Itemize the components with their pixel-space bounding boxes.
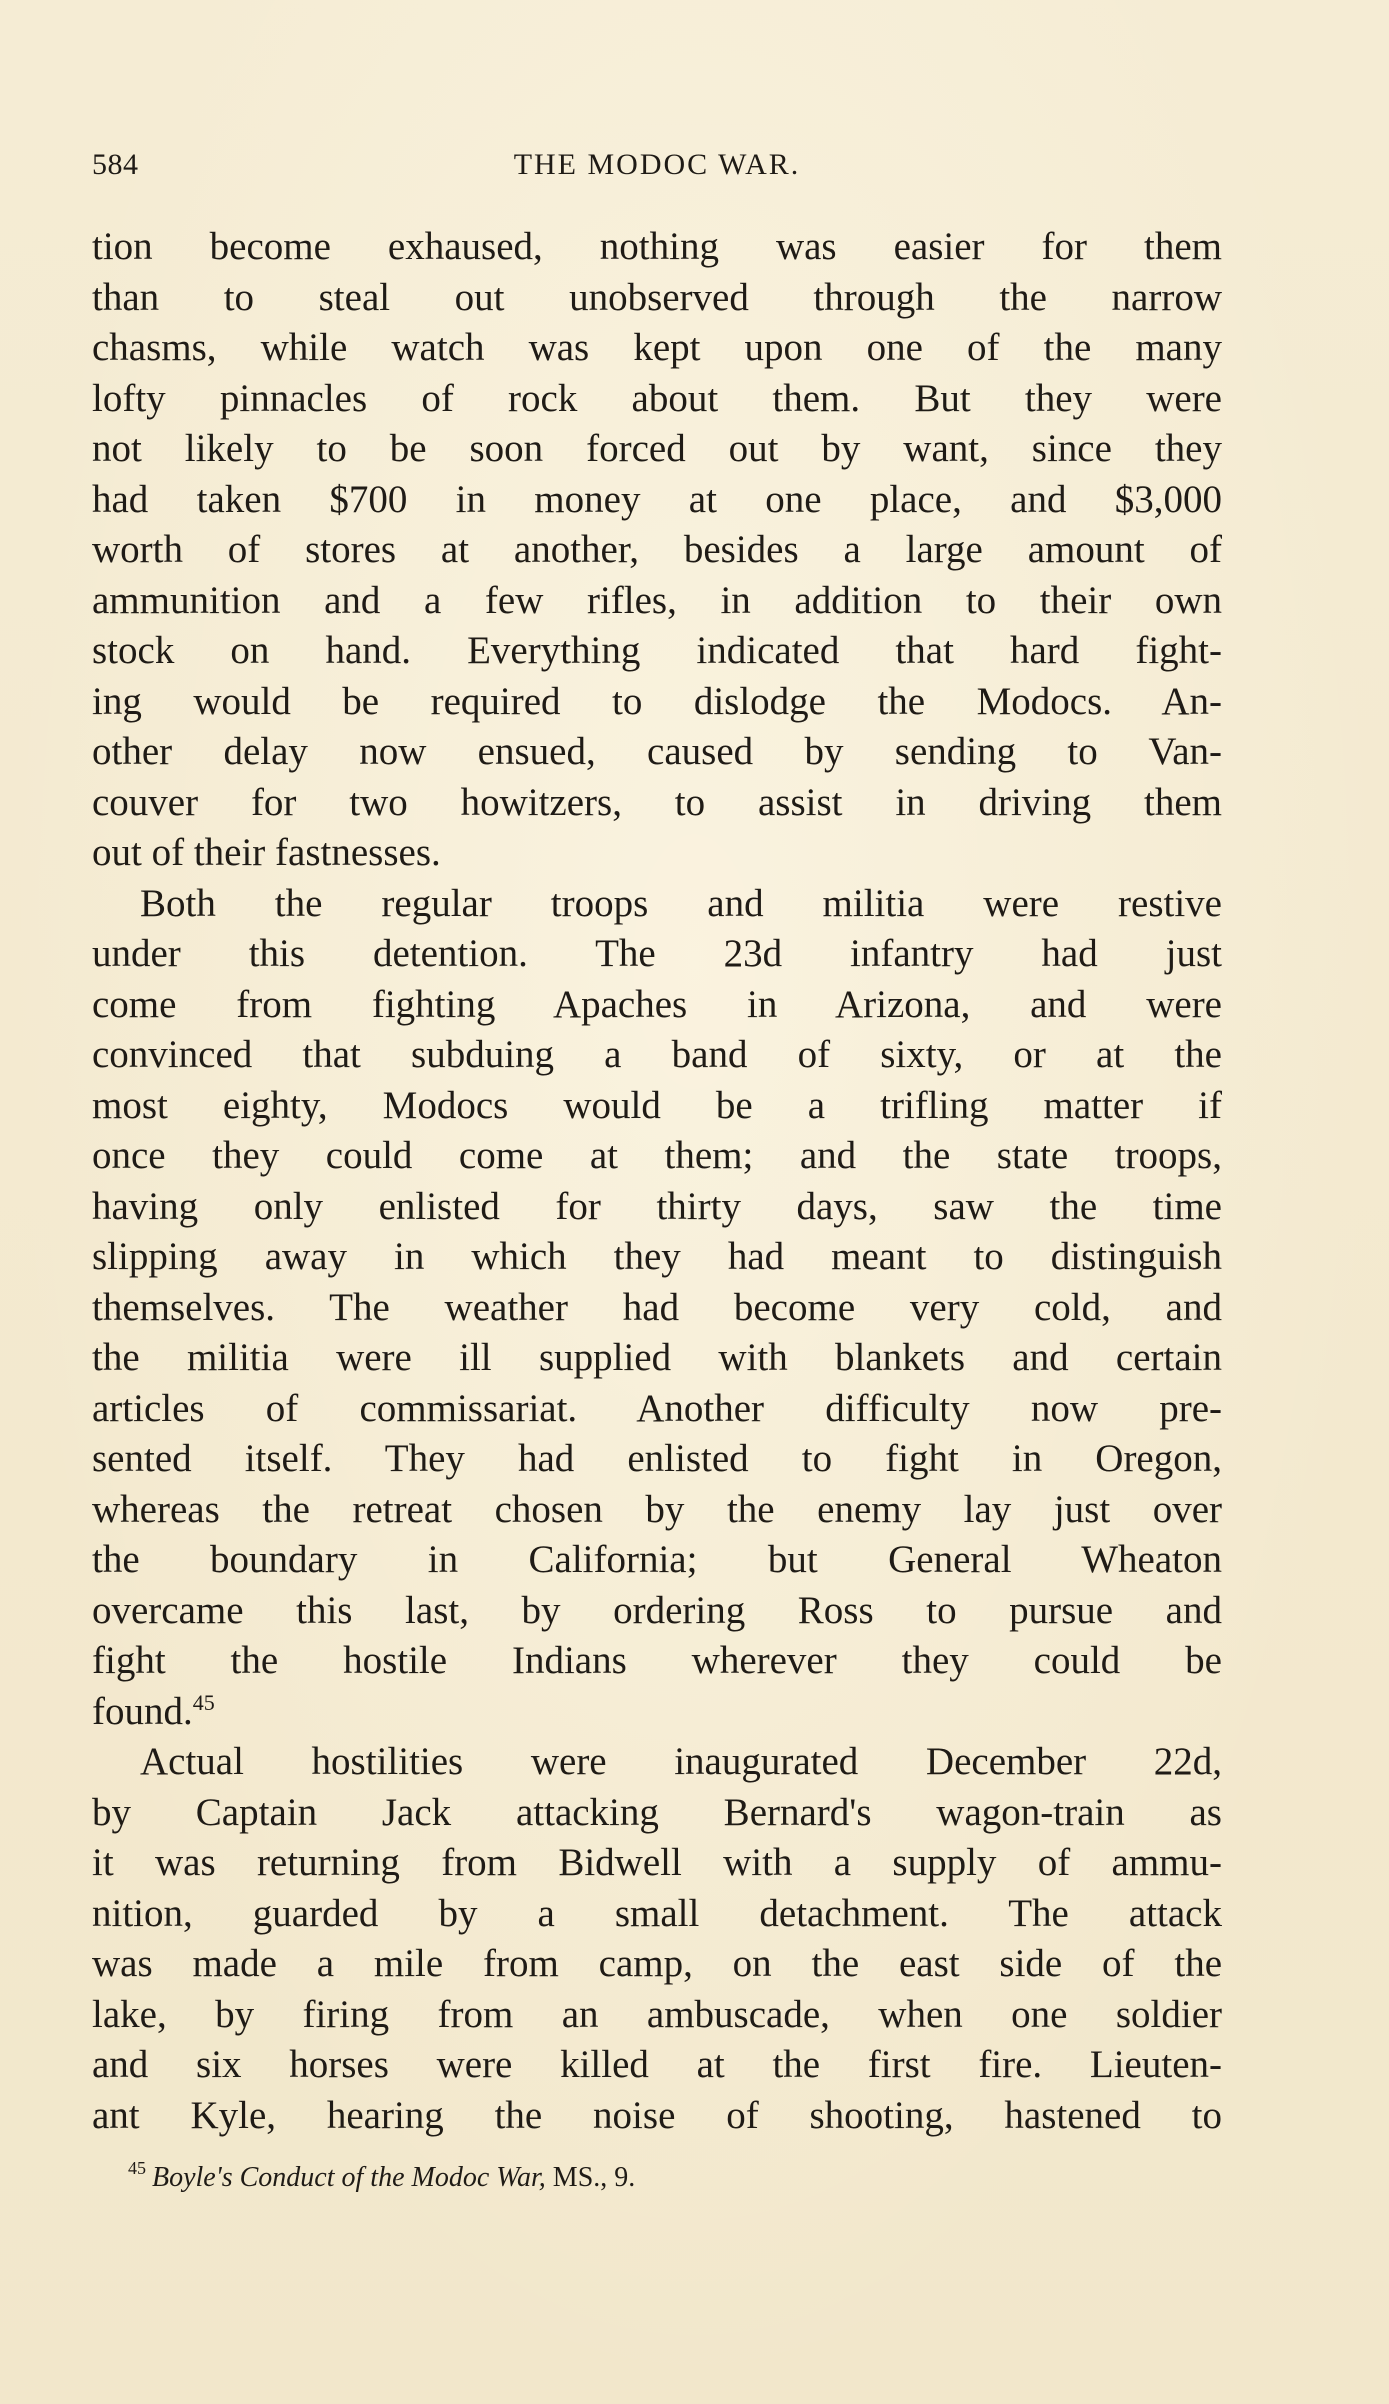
footnote-marker: 45 [128,2158,146,2178]
text-line: lofty pinnacles of rock about them. But they were [92,376,1222,420]
text-line: overcame this last, by ordering Ross to pursue and [92,1588,1222,1632]
text-line: stock on hand. Everything indicated that hard fight- [92,629,1222,672]
footnote-reference[interactable]: 45 [192,1689,215,1715]
footnote-title: Boyle's Conduct of the Modoc War, [152,2162,546,2193]
footnote [128,2158,635,2194]
text-line: themselves. The weather had become very cold, and [92,1285,1222,1329]
text-line: had taken $700 in money at one place, and $3,000 [92,477,1222,521]
text-line: ammunition and a few rifles, in addition to their own [92,578,1222,622]
paragraph-start-line: Actual hostilities were inaugurated December 22d, [140,1740,1222,1783]
text-line: than to steal out unobserved through the narrow [92,275,1222,319]
text-line: come from fighting Apaches in Arizona, and were [92,982,1222,1026]
text-line: it was returning from Bidwell with a supply of ammu- [92,1841,1222,1884]
text-line: tion become exhaused, nothing was easier for them [92,225,1222,268]
body-text [92,222,1222,2141]
text-line: fight the hostile Indians wherever they could be [92,1639,1222,1682]
text-line: out of their fastnesses. [92,831,441,874]
running-title: THE MODOC WAR. [513,148,801,181]
text-line: under this detention. The 23d infantry had just [92,932,1222,975]
text-line: sented itself. They had enlisted to fight in Oregon, [92,1437,1222,1480]
text-line: worth of stores at another, besides a large amount of [92,528,1222,571]
text-line: couver for two howitzers, to assist in driving them [92,780,1222,824]
text-line: not likely to be soon forced out by want, since they [92,427,1222,470]
text-line: ing would be required to dislodge the Modocs. An- [92,679,1222,723]
text-line: was made a mile from camp, on the east side of the [92,1942,1222,1985]
text-line: whereas the retreat chosen by the enemy lay just over [92,1487,1222,1531]
text-line: by Captain Jack attacking Bernard's wagon-train as [92,1790,1222,1834]
text-line: convinced that subduing a band of sixty, or at the [92,1033,1222,1076]
text-line: the boundary in California; but General Wheaton [92,1538,1222,1581]
text-line: most eighty, Modocs would be a trifling matter if [92,1083,1222,1127]
text-line: having only enlisted for thirty days, saw the time [92,1184,1222,1228]
text-line: nition, guarded by a small detachment. The attack [92,1891,1222,1935]
page-number: 584 [92,148,139,181]
text-line: slipping away in which they had meant to distinguish [92,1235,1222,1278]
page-header [92,148,1222,198]
text-line: chasms, while watch was kept upon one of the many [92,326,1222,369]
text-line: other delay now ensued, caused by sending to Van- [92,730,1222,773]
text-line: and six horses were killed at the first fire. Lieuten- [92,2043,1222,2086]
text-line: articles of commissariat. Another difficulty now pre- [92,1386,1222,1430]
footnote-suffix: MS., 9. [545,2162,636,2193]
text-line: the militia were ill supplied with blankets and certain [92,1336,1222,1379]
text-line-with-footnote-ref [92,1687,1222,1738]
text-line: lake, by firing from an ambuscade, when one soldier [92,1992,1222,2036]
text-line: found. [92,1689,193,1733]
text-line: ant Kyle, hearing the noise of shooting, hastened to [92,2093,1222,2137]
paragraph-start-line: Both the regular troops and militia were restive [140,881,1222,925]
text-line: once they could come at them; and the state troops, [92,1134,1222,1177]
